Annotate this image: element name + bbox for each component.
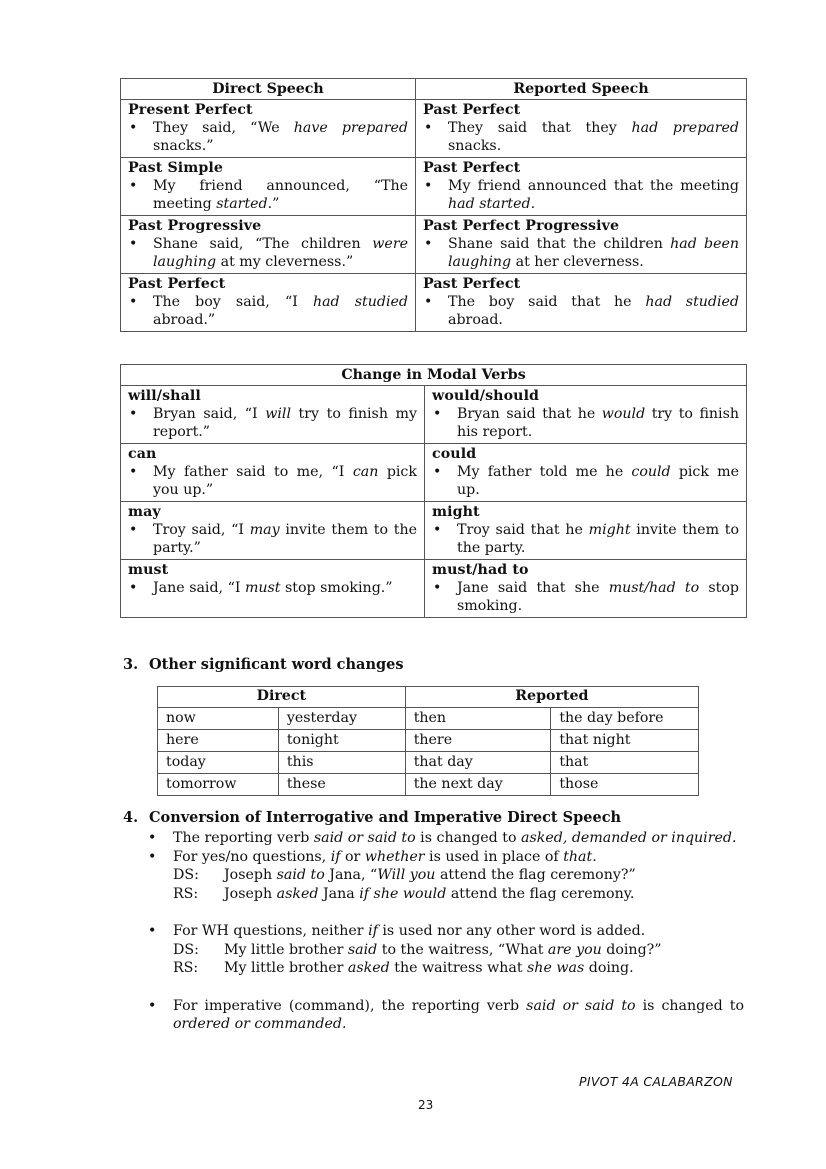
- text-run: Bryan said that he: [457, 406, 602, 422]
- header-direct-speech: Direct Speech: [121, 79, 416, 100]
- table-row: [121, 216, 747, 274]
- text-run: attend the flag ceremony.: [446, 885, 635, 902]
- tense-category-label: Past Perfect: [423, 276, 521, 292]
- word-cell: tomorrow: [158, 774, 279, 796]
- direct-cell: [121, 560, 425, 618]
- bullet-icon: •: [424, 294, 433, 310]
- word-cell: this: [278, 752, 405, 774]
- example-line: [173, 941, 744, 960]
- bullet-icon: •: [433, 522, 442, 538]
- text-run: pick you up.”: [153, 464, 417, 498]
- word-cell: yesterday: [278, 708, 405, 730]
- bullet-icon: •: [148, 848, 157, 865]
- reported-cell: [425, 502, 747, 560]
- footer-series-label: PIVOT 4A CALABARZON: [579, 1074, 733, 1089]
- emphasis-text: had studied: [645, 294, 740, 310]
- emphasis-text: if: [368, 923, 378, 939]
- rule-text: [173, 997, 744, 1034]
- direct-cell: [121, 444, 425, 502]
- text-run: My friend announced, “The meeting: [153, 178, 408, 212]
- tense-category-label: must: [128, 562, 169, 578]
- rule-bullet: [148, 922, 744, 978]
- tense-category-label: might: [432, 504, 480, 520]
- direct-cell: [121, 502, 425, 560]
- text-run: My friend announced that the meeting: [448, 178, 739, 194]
- word-cell: now: [158, 708, 279, 730]
- page-number: 23: [418, 1098, 434, 1112]
- example-label: RS:: [173, 885, 199, 902]
- example-sentence: [153, 235, 408, 271]
- text-run: For yes/no questions,: [173, 848, 331, 865]
- example-bullet: [432, 521, 739, 557]
- bullet-icon: •: [129, 178, 138, 194]
- text-run: My little brother: [224, 941, 348, 958]
- rule-text: [173, 829, 744, 848]
- word-cell: those: [551, 774, 699, 796]
- tense-category-label: Past Simple: [128, 160, 224, 176]
- bullet-icon: •: [148, 923, 157, 939]
- example-bullet: [128, 521, 417, 557]
- table-row: [121, 158, 747, 216]
- table-row: [121, 560, 747, 618]
- emphasis-text: whether: [364, 848, 425, 865]
- example-bullet: [432, 463, 739, 499]
- emphasis-text: asked: [347, 960, 390, 976]
- bullet-icon: •: [129, 580, 138, 596]
- example-sentence: [224, 941, 662, 960]
- example-bullet: [128, 293, 408, 329]
- rule-text: [173, 848, 744, 867]
- example-sentence: [153, 579, 417, 597]
- text-run: at my cleverness.”: [216, 254, 354, 270]
- text-run: My father said to me, “I: [153, 464, 353, 480]
- example-bullet: [423, 177, 739, 213]
- section-4-body: [148, 829, 744, 1034]
- example-sentence: [457, 405, 739, 441]
- word-cell: then: [405, 708, 551, 730]
- emphasis-text: asked, demanded or inquired.: [521, 830, 737, 846]
- emphasis-text: would: [601, 406, 646, 422]
- example-line: [173, 866, 744, 885]
- emphasis-text: are you: [547, 941, 602, 958]
- section-title: Conversion of Interrogative and Imperative Direct Speech: [149, 809, 622, 826]
- emphasis-text: that.: [563, 848, 597, 865]
- example-sentence: [224, 885, 634, 904]
- example-label: DS:: [173, 867, 199, 883]
- text-run: is used nor any other word is added.: [377, 923, 646, 939]
- text-run: pick me up.: [457, 464, 740, 498]
- text-run: Jane said, “I: [153, 580, 245, 596]
- emphasis-text: could: [631, 464, 671, 480]
- text-run: Shane said, “The children: [153, 236, 373, 252]
- emphasis-text: had prepared: [631, 120, 739, 136]
- text-run: snacks.”: [153, 138, 214, 154]
- table-row: [121, 386, 747, 444]
- example-line: [173, 959, 744, 978]
- example-sentence: [224, 959, 634, 978]
- direct-cell: [121, 158, 416, 216]
- emphasis-text: said to: [276, 867, 325, 883]
- text-run: doing?”: [601, 941, 662, 958]
- bullet-icon: •: [129, 236, 138, 252]
- example-bullet: [423, 119, 739, 155]
- text-run: doing.: [584, 960, 634, 976]
- text-run: Troy said, “I: [153, 522, 250, 538]
- table-row: [158, 752, 699, 774]
- example-bullet: [432, 579, 739, 615]
- tense-category-label: would/should: [432, 388, 540, 404]
- emphasis-text: started: [216, 196, 268, 212]
- word-cell: there: [405, 730, 551, 752]
- example-sentence: [153, 405, 417, 441]
- tense-category-label: Past Perfect: [423, 160, 521, 176]
- example-sentence: [448, 235, 739, 271]
- example-sentence: [448, 177, 739, 213]
- example-label: RS:: [173, 960, 199, 976]
- example-label: DS:: [173, 941, 199, 958]
- direct-cell: [121, 100, 416, 158]
- table-header-row: [158, 687, 699, 708]
- example-sentence: [153, 463, 417, 499]
- word-changes-table: [157, 686, 699, 796]
- emphasis-text: must/had to: [608, 580, 700, 596]
- bullet-icon: •: [129, 464, 138, 480]
- text-run: snacks.: [448, 138, 502, 154]
- table-row: [158, 730, 699, 752]
- tense-category-label: must/had to: [432, 562, 529, 578]
- example-sentence: [457, 521, 739, 557]
- text-run: The boy said, “I: [153, 294, 313, 310]
- example-bullet: [423, 235, 739, 271]
- bullet-icon: •: [129, 294, 138, 310]
- emphasis-text: had started.: [448, 196, 536, 212]
- bullet-icon: •: [129, 522, 138, 538]
- text-run: Jana: [318, 885, 360, 902]
- bullet-icon: •: [424, 120, 433, 136]
- text-run: .”: [267, 196, 280, 212]
- word-cell: the day before: [551, 708, 699, 730]
- tense-category-label: Past Progressive: [128, 218, 262, 234]
- emphasis-text: if she would: [359, 885, 447, 902]
- reported-cell: [425, 560, 747, 618]
- text-run: the waitress what: [389, 960, 528, 976]
- text-run: Shane said that the children: [448, 236, 671, 252]
- bullet-icon: •: [129, 406, 138, 422]
- text-run: They said that they: [448, 120, 632, 136]
- rule-bullet: [148, 997, 744, 1034]
- bullet-icon: •: [148, 997, 157, 1014]
- example-sentence: [448, 119, 739, 155]
- text-run: attend the flag ceremony?”: [435, 867, 636, 883]
- example-bullet: [128, 579, 417, 597]
- section-title: Other significant word changes: [149, 656, 404, 673]
- reported-cell: [416, 100, 747, 158]
- emphasis-text: can: [352, 464, 379, 480]
- bullet-icon: •: [148, 830, 157, 846]
- emphasis-text: will: [265, 406, 291, 422]
- emphasis-text: asked: [276, 885, 319, 902]
- tense-category-label: Past Perfect: [128, 276, 226, 292]
- example-bullet: [128, 119, 408, 155]
- table-row: [121, 100, 747, 158]
- text-run: Joseph: [224, 867, 277, 883]
- emphasis-text: had been laughing: [448, 236, 740, 270]
- bullet-icon: •: [129, 120, 138, 136]
- text-run: The reporting verb: [173, 830, 314, 846]
- text-run: invite them to the party.”: [153, 522, 417, 556]
- tense-category-label: will/shall: [128, 388, 201, 404]
- reported-cell: [416, 158, 747, 216]
- word-cell: that: [551, 752, 699, 774]
- bullet-icon: •: [433, 406, 442, 422]
- word-cell: the next day: [405, 774, 551, 796]
- word-cell: that day: [405, 752, 551, 774]
- bullet-icon: •: [424, 236, 433, 252]
- table-row: [121, 444, 747, 502]
- emphasis-text: said or said to: [526, 997, 636, 1014]
- example-bullet: [128, 177, 408, 213]
- text-run: try to finish my report.”: [153, 406, 418, 440]
- word-cell: here: [158, 730, 279, 752]
- table-row: [121, 274, 747, 332]
- example-sentence: [224, 866, 636, 885]
- reported-cell: [416, 274, 747, 332]
- emphasis-text: have prepared: [293, 120, 408, 136]
- example-sentence: [457, 463, 739, 499]
- section-number: 4.: [123, 809, 139, 826]
- text-run: They said, “We: [153, 120, 294, 136]
- emphasis-text: must: [244, 580, 281, 596]
- tense-category-label: can: [128, 446, 157, 462]
- direct-cell: [121, 216, 416, 274]
- emphasis-text: if: [330, 848, 341, 865]
- section-number: 3.: [123, 656, 139, 673]
- reported-cell: [425, 386, 747, 444]
- example-line: [173, 885, 744, 904]
- table-header-row: [121, 79, 747, 100]
- example-bullet: [432, 405, 739, 441]
- text-run: to the waitress, “What: [377, 941, 548, 958]
- tense-category-label: could: [432, 446, 477, 462]
- text-run: Jane said that she: [457, 580, 609, 596]
- header-modal-verbs: Change in Modal Verbs: [121, 365, 747, 386]
- text-run: is changed to: [415, 830, 522, 846]
- text-run: is used in place of: [424, 848, 564, 865]
- modal-verbs-table: [120, 364, 747, 618]
- word-cell: tonight: [278, 730, 405, 752]
- text-run: abroad.”: [153, 312, 216, 328]
- bullet-icon: •: [433, 580, 442, 596]
- example-bullet: [128, 405, 417, 441]
- text-run: invite them to the party.: [457, 522, 739, 556]
- bullet-icon: •: [433, 464, 442, 480]
- rule-text: [173, 922, 744, 941]
- tense-change-table: [120, 78, 747, 332]
- section-4-heading: [123, 809, 621, 826]
- bullet-icon: •: [424, 178, 433, 194]
- text-run: Joseph: [224, 885, 277, 902]
- example-sentence: [153, 293, 408, 329]
- text-run: For WH questions, neither: [173, 923, 369, 939]
- tense-category-label: Past Perfect Progressive: [423, 218, 620, 234]
- emphasis-text: Will you: [377, 867, 436, 883]
- example-bullet: [128, 463, 417, 499]
- text-run: For imperative (command), the reporting verb: [173, 997, 527, 1014]
- table-header-row: [121, 365, 747, 386]
- table-row: [158, 774, 699, 796]
- tense-category-label: may: [128, 504, 161, 520]
- rule-bullet: [148, 829, 744, 848]
- table-row: [121, 502, 747, 560]
- emphasis-text: she was: [527, 960, 585, 976]
- text-run: or: [340, 848, 365, 865]
- text-run: My little brother: [224, 960, 348, 976]
- tense-category-label: Past Perfect: [423, 102, 521, 118]
- tense-category-label: Present Perfect: [128, 102, 253, 118]
- text-run: stop smoking.”: [280, 580, 393, 596]
- text-run: Bryan said, “I: [153, 406, 266, 422]
- emphasis-text: said or said to: [313, 830, 416, 846]
- header-direct: Direct: [158, 687, 406, 708]
- text-run: at her cleverness.: [511, 254, 644, 270]
- table-row: [158, 708, 699, 730]
- emphasis-text: ordered or commanded.: [173, 1016, 347, 1032]
- header-reported: Reported: [405, 687, 698, 708]
- reported-cell: [425, 444, 747, 502]
- example-sentence: [153, 521, 417, 557]
- word-cell: that night: [551, 730, 699, 752]
- direct-cell: [121, 274, 416, 332]
- emphasis-text: had studied: [312, 294, 408, 310]
- text-run: The boy said that he: [448, 294, 646, 310]
- example-sentence: [153, 119, 408, 155]
- text-run: Jana, “: [324, 867, 378, 883]
- text-run: try to finish his report.: [457, 406, 740, 440]
- emphasis-text: were laughing: [153, 236, 408, 270]
- text-run: Troy said that he: [457, 522, 589, 538]
- example-bullet: [128, 235, 408, 271]
- word-cell: these: [278, 774, 405, 796]
- text-run: abroad.: [448, 312, 503, 328]
- emphasis-text: might: [588, 522, 631, 538]
- rule-bullet: [148, 848, 744, 904]
- header-reported-speech: Reported Speech: [416, 79, 747, 100]
- text-run: My father told me he: [457, 464, 632, 480]
- example-sentence: [153, 177, 408, 213]
- example-sentence: [448, 293, 739, 329]
- emphasis-text: said: [347, 941, 378, 958]
- word-cell: today: [158, 752, 279, 774]
- text-run: stop smoking.: [457, 580, 739, 614]
- section-3-heading: [123, 656, 404, 673]
- emphasis-text: may: [249, 522, 280, 538]
- reported-cell: [416, 216, 747, 274]
- text-run: is changed to: [635, 997, 744, 1014]
- example-bullet: [423, 293, 739, 329]
- direct-cell: [121, 386, 425, 444]
- example-sentence: [457, 579, 739, 615]
